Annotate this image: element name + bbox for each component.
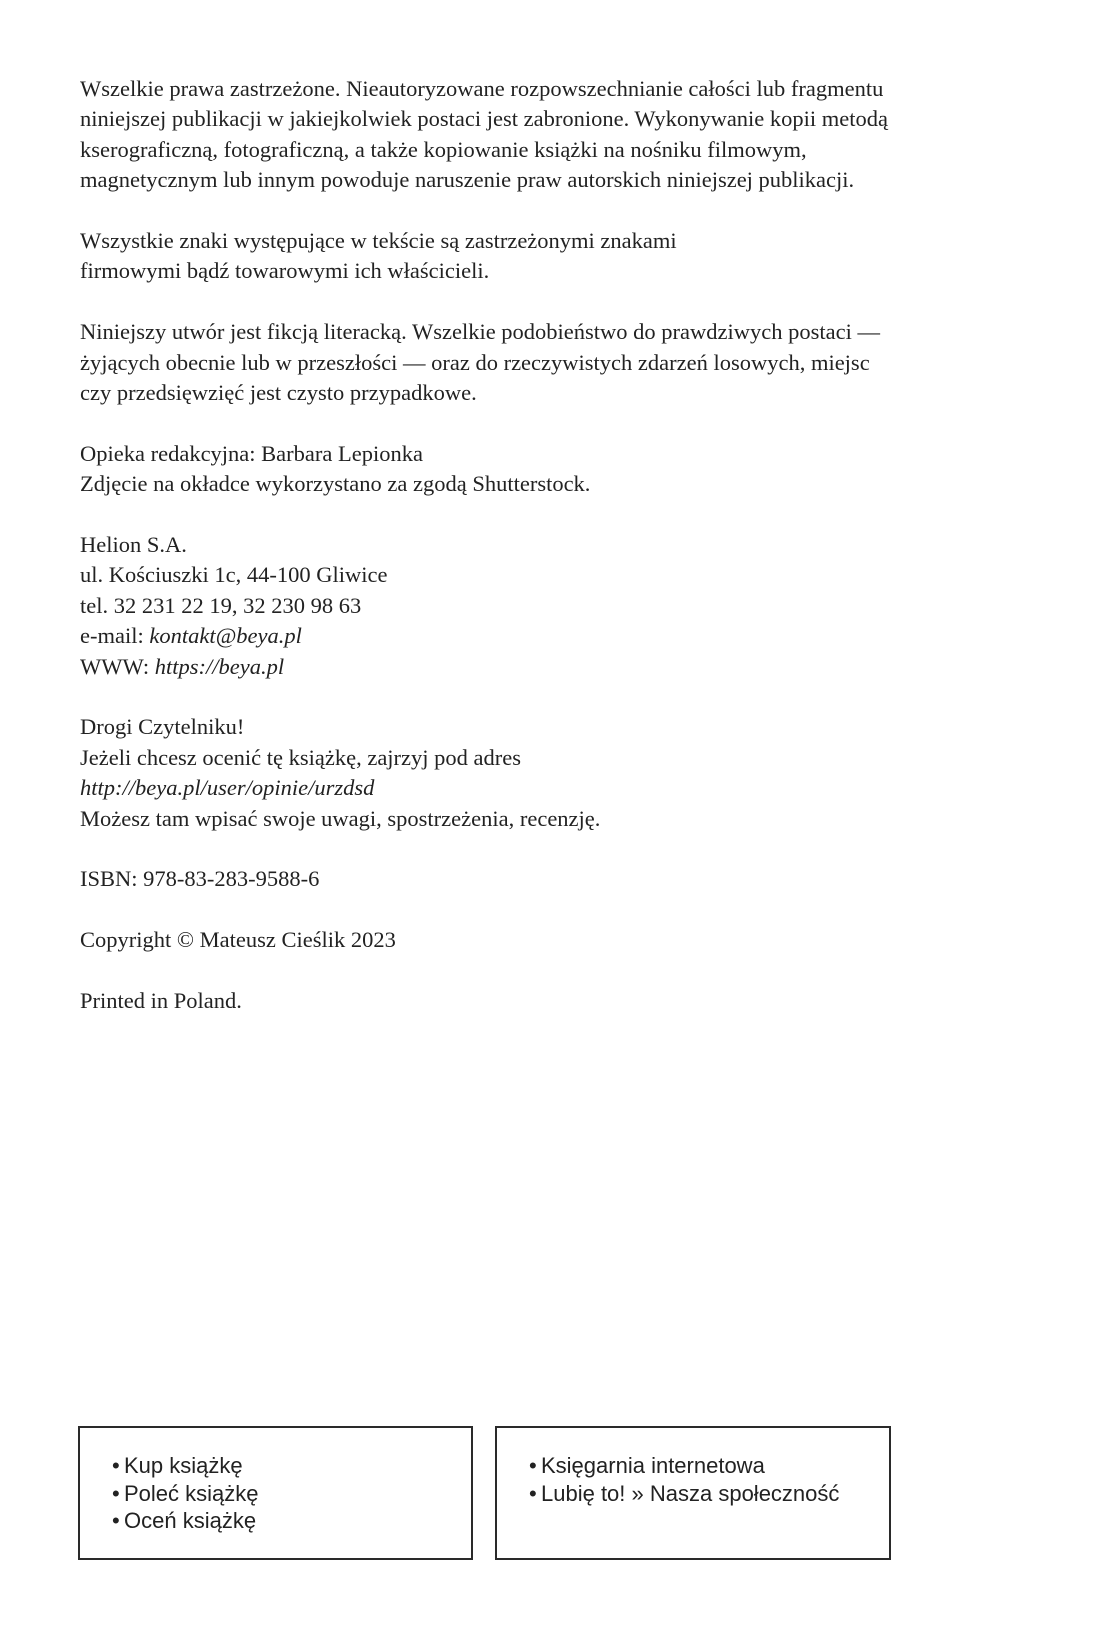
- copyright-page: [80, 74, 1040, 1047]
- rights-line: niniejszej publikacji w jakiejkolwiek postaci jest zabronione. Wykonywanie kopii metodą: [80, 106, 889, 132]
- publisher-info: [80, 530, 1040, 682]
- publisher-name: Helion S.A.: [80, 532, 187, 558]
- publisher-address: ul. Kościuszki 1c, 44-100 Gliwice: [80, 562, 388, 588]
- cover-photo-credit: Zdjęcie na okładce wykorzystano za zgodą Shutterstock.: [80, 471, 591, 497]
- fiction-disclaimer: [80, 317, 1040, 408]
- list-item: [112, 1507, 471, 1535]
- online-bookstore-link[interactable]: Księgarnia internetowa: [541, 1453, 765, 1478]
- www-link[interactable]: https://beya.pl: [154, 653, 285, 679]
- list-item: [112, 1452, 471, 1480]
- review-url-link[interactable]: http://beya.pl/user/opinie/urzdsd: [80, 775, 375, 801]
- reader-greeting: Drogi Czytelniku!: [80, 714, 245, 740]
- fiction-line: czy przedsięwzięć jest czysto przypadkowe.: [80, 380, 477, 406]
- trademarks-notice: [80, 226, 1040, 287]
- rights-line: Wszelkie prawa zastrzeżone. Nieautoryzowane rozpowszechnianie całości lub fragmentu: [80, 76, 884, 101]
- fiction-line: żyjących obecnie lub w przeszłości — oraz do rzeczywistych zdarzeń losowych, miejsc: [80, 349, 870, 375]
- bullet-icon: •: [112, 1508, 120, 1533]
- publisher-www-line: [80, 652, 1040, 682]
- rate-book-link[interactable]: Oceń książkę: [124, 1508, 257, 1533]
- bullet-icon: •: [112, 1480, 120, 1506]
- bullet-icon: •: [529, 1480, 537, 1506]
- bullet-icon: •: [112, 1453, 120, 1478]
- reader-followup: Możesz tam wpisać swoje uwagi, spostrzeżenia, recenzję.: [80, 805, 601, 831]
- book-actions-box: [78, 1426, 473, 1560]
- community-link[interactable]: Lubię to! » Nasza społeczność: [541, 1480, 840, 1506]
- publisher-email-line: [80, 621, 1040, 651]
- www-label: WWW:: [80, 653, 155, 679]
- bullet-icon: •: [529, 1453, 537, 1478]
- email-label: e-mail:: [80, 623, 150, 649]
- fiction-line: Niniejszy utwór jest fikcją literacką. Wszelkie podobieństwo do prawdziwych postaci —: [80, 319, 880, 345]
- reader-prompt: Jeżeli chcesz ocenić tę książkę, zajrzyj pod adres: [80, 744, 522, 770]
- list-item: [529, 1480, 889, 1508]
- editor-credit: Opieka redakcyjna: Barbara Lepionka: [80, 440, 423, 466]
- isbn: ISBN: 978-83-283-9588-6: [80, 866, 320, 892]
- recommend-book-link[interactable]: Poleć książkę: [124, 1480, 259, 1506]
- credits: [80, 439, 1040, 500]
- promo-link-boxes: [78, 1426, 891, 1562]
- list-item: [112, 1480, 471, 1508]
- printed-in: Printed in Poland.: [80, 988, 242, 1014]
- book-actions-list: [80, 1428, 471, 1535]
- buy-book-link[interactable]: Kup książkę: [124, 1453, 243, 1478]
- list-item: [529, 1452, 889, 1480]
- publisher-phone: tel. 32 231 22 19, 32 230 98 63: [80, 592, 362, 618]
- community-list: [497, 1428, 889, 1507]
- copyright-line: Copyright © Mateusz Cieślik 2023: [80, 927, 396, 953]
- rights-notice: [80, 74, 1040, 196]
- rights-line: kserograficzną, fotograficzną, a także kopiowanie książki na nośniku filmowym,: [80, 136, 807, 162]
- trademarks-line: Wszystkie znaki występujące w tekście są zastrzeżonymi znakami: [80, 228, 677, 254]
- reader-note: [80, 712, 1040, 834]
- community-box: [495, 1426, 891, 1560]
- trademarks-line: firmowymi bądź towarowymi ich właścicieli.: [80, 258, 490, 284]
- email-link[interactable]: kontakt@beya.pl: [149, 623, 302, 649]
- rights-line: magnetycznym lub innym powoduje naruszenie praw autorskich niniejszej publikacji.: [80, 167, 855, 193]
